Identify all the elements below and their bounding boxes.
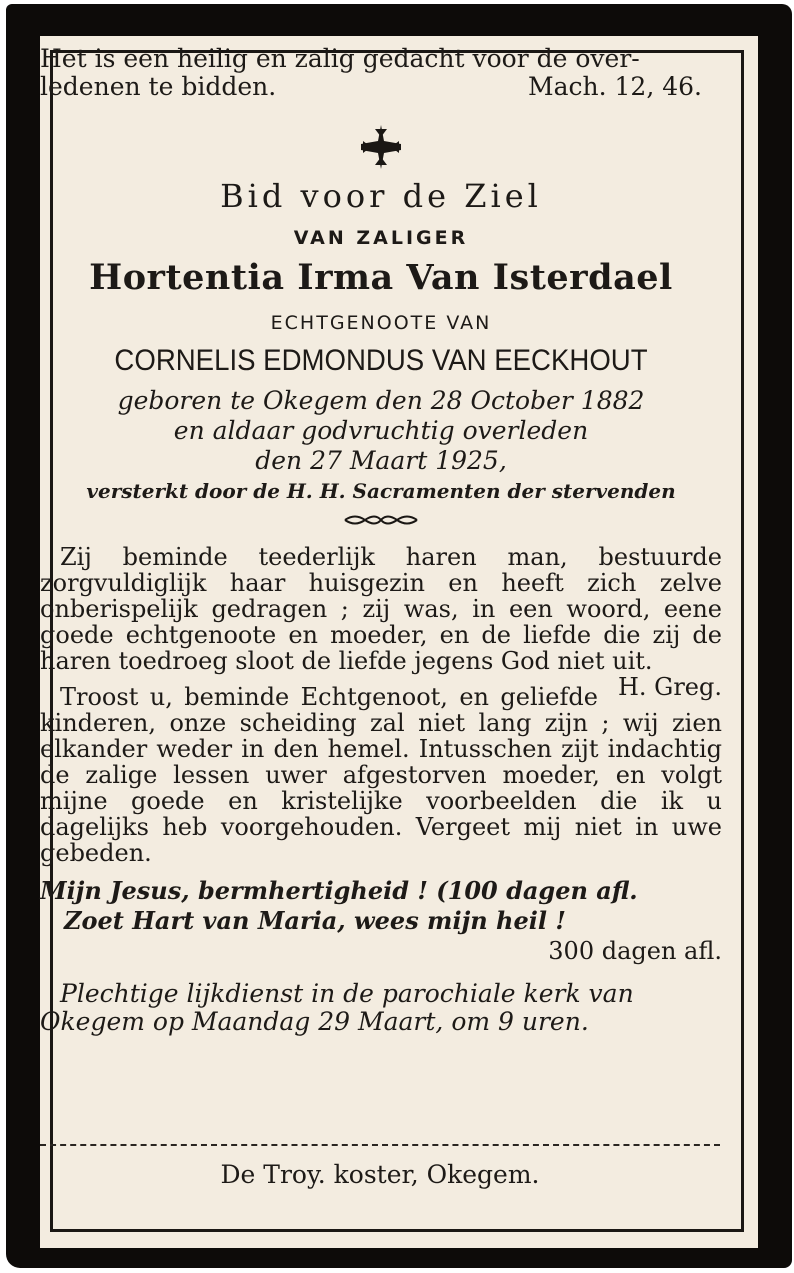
ornament-divider-icon	[40, 512, 722, 532]
memorial-text	[40, 544, 722, 866]
relation-label: ECHTGENOOTE VAN	[270, 312, 492, 334]
subheading: VAN ZALIGER	[293, 227, 469, 249]
paragraph-2: Troost u, beminde Echtgenoot, en geliefde kinderen, onze scheiding zal niet lang zijn ; wij zien elkander weder in den hemel. Intusschen zijt indachtig de zalige lessen uwer afgestorven moeder, en volgt mijne goede en kristelijke voorbeelden die ik u dagelijks heb voorgehouden. Vergeet mij niet in uwe gebeden.	[40, 683, 722, 867]
card-content	[40, 45, 722, 1036]
life-dates	[40, 386, 722, 506]
scripture-quote	[40, 45, 722, 101]
quote-line-1: Het is een heilig en zalig gedacht voor de over-	[40, 44, 640, 73]
prayer-line-3: 300 dagen afl.	[548, 937, 722, 965]
death-date: den 27 Maart 1925,	[255, 446, 507, 475]
cross-icon	[40, 123, 722, 171]
funeral-service	[40, 980, 722, 1036]
spouse-name: CORNELIS EDMONDUS VAN EECKHOUT	[114, 344, 648, 377]
prayer-line-1: Mijn Jesus, bermhertigheid ! (100 dagen afl.	[40, 876, 638, 905]
quote-reference: Mach. 12, 46.	[528, 72, 702, 101]
printer-credit: De Troy. koster, Okegem.	[220, 1160, 540, 1189]
birth-line: geboren te Okegem den 28 October 1882	[117, 386, 645, 415]
deceased-name: Hortentia Irma Van Isterdael	[89, 257, 673, 298]
service-line-1: Plechtige lijkdienst in de parochiale kerk van	[60, 979, 634, 1008]
prayer-heading: Bid voor de Ziel	[220, 177, 542, 215]
paragraph-1	[40, 543, 722, 701]
sacraments-line: versterkt door de H. H. Sacramenten der stervenden	[86, 479, 676, 503]
paragraph-1-source: H. Greg.	[617, 673, 722, 701]
footer-divider	[40, 1144, 720, 1146]
paragraph-1-text: Zij beminde teederlijk haren man, bestuurde zorgvuldiglijk haar huisgezin en heeft zich zelve onberispelijk gedragen ; zij was, in een woord, eene goede echtgenoote en moeder, en de liefde die zij de haren toedroeg sloot de liefde jegens God niet uit.	[40, 543, 722, 675]
death-line: en aldaar godvruchtig overleden	[173, 416, 589, 445]
indulgence-prayers	[40, 876, 722, 966]
service-line-2: Okegem op Maandag 29 Maart, om 9 uren.	[40, 1007, 589, 1036]
prayer-line-2: Zoet Hart van Maria, wees mijn heil !	[64, 906, 566, 935]
quote-line-2: ledenen te bidden.	[40, 72, 277, 101]
